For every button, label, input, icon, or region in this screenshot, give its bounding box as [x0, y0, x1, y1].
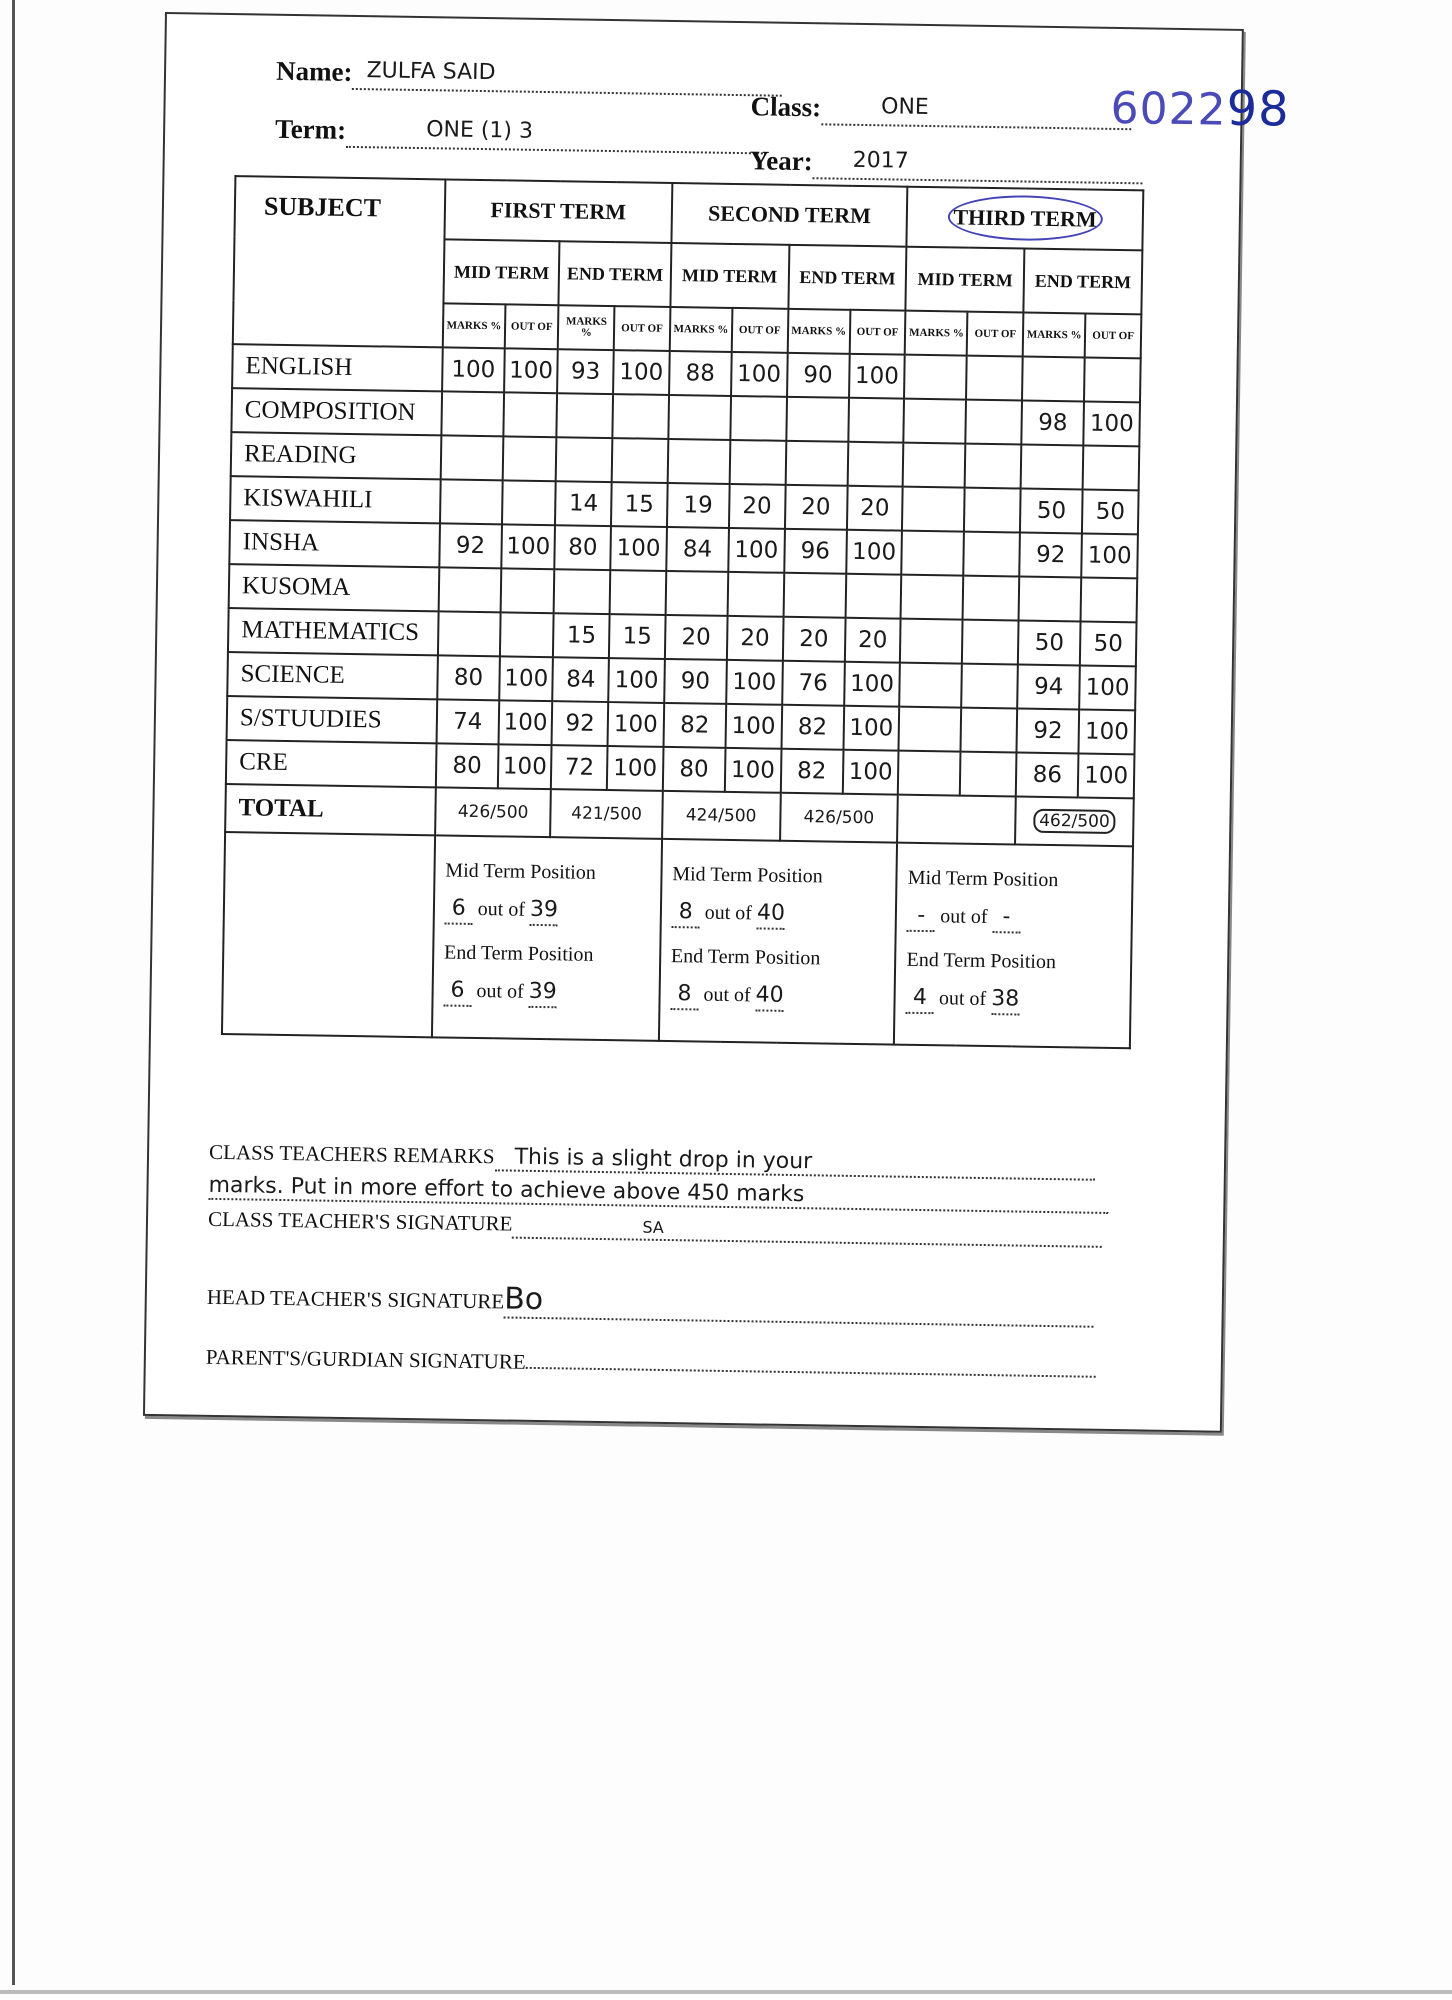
- out-of-cell: 100: [498, 700, 552, 745]
- out-of-cell: [966, 356, 1022, 401]
- marks-body: [225, 344, 1141, 846]
- mark-cell: [786, 397, 849, 442]
- out-of-cell: 100: [613, 350, 669, 395]
- subject-name: KISWAHILI: [230, 476, 440, 523]
- end-position-value: 8: [670, 980, 698, 1010]
- report-card: [143, 12, 1291, 1433]
- mark-cell: 80: [555, 525, 611, 570]
- out-of-cell: [962, 664, 1018, 709]
- out-of-cell: [965, 444, 1021, 489]
- parent-signature: [206, 1345, 1096, 1384]
- out-of-cell: 15: [611, 482, 667, 527]
- out-of-cell: 100: [1079, 665, 1135, 710]
- end-position-value: 6: [443, 976, 471, 1006]
- out-of-label: out of: [938, 987, 987, 1011]
- mark-cell: [554, 569, 610, 614]
- mark-cell: [903, 443, 966, 488]
- out-of-cell: 15: [609, 614, 665, 659]
- position-row: [222, 832, 1133, 1048]
- total-cell: [780, 793, 899, 843]
- position-blank-cell: [222, 832, 435, 1037]
- out-of-cell: [964, 488, 1020, 533]
- mid-position-total: -: [992, 903, 1020, 933]
- out-of-cell: 20: [845, 618, 901, 663]
- mark-cell: 76: [782, 661, 845, 706]
- out-of-header: OUT OF: [614, 306, 670, 351]
- year-field: [749, 145, 1142, 184]
- mark-cell: [667, 439, 730, 484]
- mark-cell: 96: [784, 529, 847, 574]
- mark-cell: 20: [665, 615, 728, 660]
- mid-position-label: Mid Term Position: [672, 863, 823, 888]
- out-of-cell: [960, 752, 1016, 797]
- remarks-line-2: marks. Put in more effort to achieve above 450 marks: [208, 1172, 805, 1208]
- term-value: ONE (1) 3: [425, 117, 534, 144]
- out-of-cell: 100: [725, 704, 781, 749]
- name-field: [276, 56, 783, 97]
- out-of-cell: 100: [728, 528, 784, 573]
- mark-cell: [1021, 445, 1084, 490]
- mark-cell: [900, 663, 963, 708]
- out-of-cell: [503, 436, 557, 481]
- mid-term-header: MID TERM: [906, 247, 1025, 313]
- year-label: Year:: [749, 145, 813, 177]
- out-of-header: OUT OF: [1085, 313, 1141, 358]
- out-of-cell: 20: [729, 484, 785, 529]
- mark-cell: 82: [781, 705, 844, 750]
- mark-cell: 14: [555, 481, 611, 526]
- total-cell: [551, 789, 663, 839]
- mark-cell: [557, 393, 613, 438]
- mark-cell: 92: [1017, 708, 1080, 753]
- mark-cell: 82: [663, 703, 726, 748]
- out-of-cell: 50: [1082, 489, 1138, 534]
- out-of-cell: [1083, 445, 1139, 490]
- total-value: 426/500: [803, 807, 875, 829]
- out-of-cell: 100: [608, 658, 664, 703]
- mark-cell: [441, 391, 504, 436]
- total-cell: [1015, 796, 1134, 846]
- marks-table: [221, 175, 1144, 1049]
- out-of-cell: 100: [1078, 753, 1134, 798]
- mark-cell: [902, 531, 965, 576]
- out-of-cell: [964, 532, 1020, 577]
- mark-cell: [904, 399, 967, 444]
- class-field: [750, 91, 1131, 130]
- out-of-cell: [500, 612, 554, 657]
- mark-cell: 92: [1019, 532, 1082, 577]
- mark-cell: 50: [1018, 620, 1081, 665]
- total-cell: [897, 795, 1016, 845]
- mark-cell: [901, 575, 964, 620]
- out-of-cell: 20: [727, 616, 783, 661]
- mid-position-total: 39: [530, 896, 558, 926]
- end-position-total: 39: [528, 978, 556, 1008]
- out-of-cell: [963, 576, 1019, 621]
- mark-cell: [668, 395, 731, 440]
- second-term-positions: [659, 839, 898, 1045]
- out-of-header: OUT OF: [967, 312, 1023, 357]
- remarks-continuation: [208, 1173, 1108, 1214]
- total-value: 426/500: [457, 801, 529, 823]
- out-of-cell: 100: [1079, 709, 1135, 754]
- third-term-positions: [894, 843, 1133, 1049]
- out-of-cell: 100: [731, 352, 787, 397]
- out-of-header: OUT OF: [849, 310, 905, 355]
- out-of-cell: [612, 438, 668, 483]
- total-value: 424/500: [685, 805, 757, 827]
- mid-term-header: MID TERM: [443, 239, 560, 305]
- mark-cell: 86: [1016, 752, 1079, 797]
- marks-percent-header: MARKS %: [905, 311, 968, 356]
- end-position-total: 38: [991, 985, 1019, 1015]
- second-term-header: SECOND TERM: [671, 183, 907, 247]
- mark-cell: 88: [669, 351, 732, 396]
- out-of-cell: 100: [1081, 533, 1137, 578]
- out-of-cell: 20: [847, 486, 903, 531]
- mark-cell: 94: [1017, 664, 1080, 709]
- mark-cell: [1022, 357, 1085, 402]
- remarks-label: CLASS TEACHERS REMARKS: [208, 1139, 495, 1169]
- mark-cell: [556, 437, 612, 482]
- subject-name: ENGLISH: [232, 344, 442, 391]
- class-value: ONE: [880, 94, 929, 121]
- out-of-cell: [501, 568, 555, 613]
- out-of-cell: 100: [846, 530, 902, 575]
- mark-cell: 80: [436, 743, 499, 788]
- mark-cell: [438, 611, 501, 656]
- class-teacher-sig: SA: [642, 1217, 664, 1237]
- subject-name: MATHEMATICS: [228, 608, 438, 655]
- head-teacher-signature: [207, 1277, 1095, 1328]
- out-of-cell: 100: [726, 660, 782, 705]
- mid-term-header: MID TERM: [670, 243, 789, 309]
- out-of-cell: [503, 392, 557, 437]
- out-of-cell: [612, 394, 668, 439]
- marks-percent-header: MARKS %: [787, 309, 850, 354]
- subject-header: SUBJECT: [233, 176, 445, 347]
- out-of-cell: 100: [849, 354, 905, 399]
- mark-cell: 80: [437, 655, 500, 700]
- total-value: 462/500: [1033, 809, 1116, 834]
- subject-name: CRE: [226, 740, 436, 787]
- out-of-cell: [727, 572, 783, 617]
- mark-cell: 15: [553, 613, 609, 658]
- marks-percent-header: MARKS %: [443, 303, 506, 348]
- out-of-label: out of: [477, 898, 526, 921]
- mid-position-label: Mid Term Position: [445, 859, 597, 884]
- mark-cell: 72: [551, 745, 607, 790]
- out-of-cell: [730, 396, 786, 441]
- out-of-cell: 100: [499, 656, 553, 701]
- out-of-cell: 50: [1080, 621, 1136, 666]
- end-position-total: 40: [755, 981, 783, 1011]
- mark-cell: [783, 573, 846, 618]
- end-position-label: End Term Position: [906, 948, 1057, 974]
- subject-name: INSHA: [229, 520, 439, 567]
- name-label: Name:: [275, 55, 353, 87]
- out-of-cell: 100: [842, 750, 898, 795]
- out-of-header: OUT OF: [505, 304, 559, 349]
- term-label: Term:: [274, 113, 347, 145]
- end-position-value: 4: [906, 984, 934, 1014]
- mid-position-label: Mid Term Position: [907, 866, 1059, 892]
- remarks-line-1: This is a slight drop in your: [514, 1144, 813, 1175]
- total-value: 421/500: [571, 803, 643, 825]
- marks-percent-header: MARKS %: [670, 307, 733, 352]
- out-of-label: out of: [476, 980, 524, 1003]
- mark-cell: [904, 355, 967, 400]
- out-of-cell: 100: [1084, 401, 1140, 446]
- scan-bottom-edge: [0, 1990, 1452, 1994]
- end-term-header: END TERM: [788, 245, 907, 311]
- end-position-label: End Term Position: [670, 945, 821, 970]
- out-of-cell: [848, 398, 904, 443]
- mark-cell: 19: [667, 483, 730, 528]
- first-term-header: FIRST TERM: [444, 179, 672, 243]
- class-teacher-sig-label: CLASS TEACHER'S SIGNATURE: [207, 1206, 513, 1236]
- total-cell: [662, 791, 781, 841]
- mark-cell: [785, 441, 848, 486]
- out-of-cell: 100: [844, 662, 900, 707]
- mid-position-total: 40: [757, 899, 785, 929]
- subject-name: READING: [231, 432, 441, 479]
- mark-cell: [665, 571, 728, 616]
- out-of-label: out of: [940, 905, 988, 929]
- mark-cell: 92: [552, 701, 608, 746]
- mark-cell: 74: [436, 699, 499, 744]
- end-term-header: END TERM: [1024, 249, 1143, 315]
- mark-cell: 20: [782, 617, 845, 662]
- mark-cell: 90: [787, 353, 850, 398]
- class-label: Class:: [750, 91, 822, 123]
- out-of-cell: [966, 400, 1022, 445]
- card-number: [1110, 79, 1290, 138]
- mark-cell: 98: [1021, 401, 1084, 446]
- first-term-positions: [432, 835, 662, 1041]
- total-cell: [435, 787, 551, 837]
- class-teacher-signature: [208, 1207, 1103, 1248]
- out-of-cell: 100: [607, 746, 663, 791]
- year-value: 2017: [852, 147, 909, 174]
- mark-cell: [902, 487, 965, 532]
- out-of-cell: 100: [501, 524, 555, 569]
- name-value: ZULFA SAID: [366, 58, 496, 86]
- out-of-label: out of: [703, 983, 751, 1007]
- mark-cell: [898, 751, 961, 796]
- out-of-cell: [502, 480, 556, 525]
- out-of-cell: [845, 574, 901, 619]
- mid-position-value: 6: [445, 895, 473, 925]
- mark-cell: 100: [442, 347, 505, 392]
- head-teacher-sig-label: HEAD TEACHER'S SIGNATURE: [206, 1284, 505, 1314]
- out-of-cell: [1081, 577, 1137, 622]
- mark-cell: [899, 707, 962, 752]
- scan-left-edge: [12, 0, 15, 1985]
- marks-percent-header: MARKS %: [558, 305, 614, 350]
- mark-cell: [441, 435, 504, 480]
- mark-cell: [1019, 576, 1082, 621]
- out-of-cell: 100: [610, 526, 666, 571]
- out-of-label: out of: [704, 901, 753, 925]
- out-of-cell: [962, 620, 1018, 665]
- out-of-cell: [730, 440, 786, 485]
- out-of-cell: 100: [504, 348, 558, 393]
- term-field: [275, 114, 766, 155]
- parent-sig-label: PARENT'S/GURDIAN SIGNATURE: [205, 1344, 526, 1374]
- card-number-main: 6022: [1110, 82, 1227, 136]
- mark-cell: [438, 567, 501, 612]
- mid-position-value: -: [907, 902, 935, 932]
- out-of-cell: [610, 570, 666, 615]
- out-of-cell: 100: [498, 744, 552, 789]
- mid-position-value: 8: [671, 898, 699, 928]
- out-of-cell: 100: [843, 706, 899, 751]
- mark-cell: 82: [780, 749, 843, 794]
- head-teacher-sig: Bo: [503, 1281, 544, 1318]
- mark-cell: [440, 479, 503, 524]
- out-of-header: OUT OF: [732, 308, 788, 353]
- mark-cell: 84: [553, 657, 609, 702]
- subject-name: COMPOSITION: [231, 388, 441, 435]
- marks-percent-header: MARKS %: [1023, 313, 1086, 358]
- mark-cell: 80: [663, 747, 726, 792]
- end-term-header: END TERM: [559, 241, 671, 307]
- subject-name: S/STUUDIES: [227, 696, 437, 743]
- subject-name: KUSOMA: [229, 564, 439, 611]
- out-of-cell: [961, 708, 1017, 753]
- out-of-cell: [1084, 357, 1140, 402]
- out-of-cell: 100: [608, 702, 664, 747]
- end-position-label: End Term Position: [443, 941, 594, 966]
- mark-cell: 93: [557, 349, 613, 394]
- mark-cell: [900, 619, 963, 664]
- card-number-extra: 98: [1226, 80, 1291, 138]
- out-of-cell: 100: [725, 748, 781, 793]
- third-term-header: [907, 187, 1144, 251]
- out-of-cell: [847, 442, 903, 487]
- mark-cell: 92: [439, 523, 502, 568]
- subject-name: SCIENCE: [227, 652, 437, 699]
- total-label: TOTAL: [225, 784, 436, 835]
- mark-cell: 20: [785, 485, 848, 530]
- mark-cell: 50: [1020, 489, 1083, 534]
- mark-cell: 84: [666, 527, 729, 572]
- mark-cell: 90: [664, 659, 727, 704]
- third-term-circled-label: THIRD TERM: [947, 194, 1103, 241]
